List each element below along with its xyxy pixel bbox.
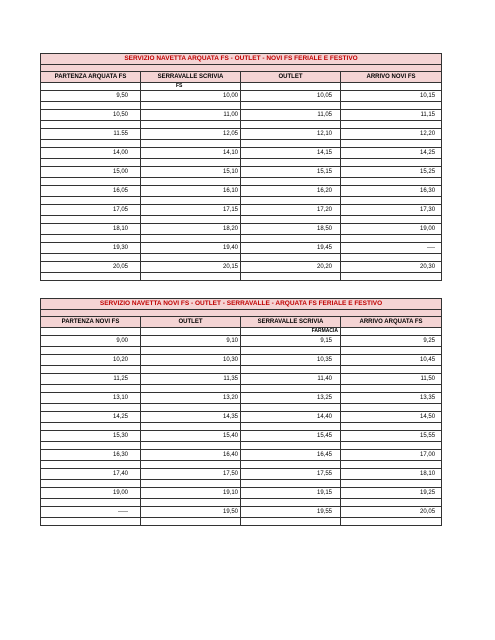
empty-cell: [341, 216, 442, 224]
time-cell: 14,15: [241, 148, 341, 159]
subnote-row: [41, 83, 442, 91]
time-cell: 17,05: [41, 205, 141, 216]
empty-cell: [141, 404, 241, 412]
time-cell: 19,45: [241, 243, 341, 254]
time-cell: 10,30: [141, 355, 241, 366]
empty-cell: [41, 83, 141, 91]
empty-cell: [241, 366, 341, 374]
empty-cell: [241, 423, 341, 431]
table-row: [41, 469, 442, 480]
table-row: [41, 355, 442, 366]
time-cell: 18,10: [41, 224, 141, 235]
empty-cell: [341, 385, 442, 393]
empty-cell: [41, 178, 141, 186]
empty-cell: [141, 423, 241, 431]
subnote-cell: FS: [141, 83, 241, 91]
empty-cell: [341, 461, 442, 469]
time-cell: 20,20: [241, 262, 341, 273]
time-cell: 9,25: [341, 336, 442, 347]
empty-cell: [341, 273, 442, 281]
gap-row: [41, 197, 442, 205]
time-cell: 14,10: [141, 148, 241, 159]
time-cell: 9,50: [41, 91, 141, 102]
gap-row: [41, 216, 442, 224]
gap-row: [41, 347, 442, 355]
empty-cell: [41, 121, 141, 129]
header-cell-stop-3: OUTLET: [241, 72, 341, 83]
empty-cell: [141, 178, 241, 186]
table-row: [41, 167, 442, 178]
gap-row: [41, 140, 442, 148]
table-row: [41, 262, 442, 273]
table-row: [41, 488, 442, 499]
time-cell: 14,35: [141, 412, 241, 423]
time-cell: 20,05: [41, 262, 141, 273]
time-cell: 10,05: [241, 91, 341, 102]
empty-cell: [241, 102, 341, 110]
header-cell-stop-2: SERRAVALLE SCRIVIA: [141, 72, 241, 83]
empty-cell: [141, 235, 241, 243]
empty-cell: [41, 216, 141, 224]
empty-cell: [141, 385, 241, 393]
empty-cell: [241, 121, 341, 129]
empty-cell: [41, 385, 141, 393]
empty-cell: [41, 366, 141, 374]
time-cell: 13,35: [341, 393, 442, 404]
time-cell: 16,40: [141, 450, 241, 461]
empty-cell: [241, 178, 341, 186]
empty-cell: [341, 121, 442, 129]
time-cell: 20,15: [141, 262, 241, 273]
empty-cell: [141, 328, 241, 336]
time-cell: 20,30: [341, 262, 442, 273]
empty-cell: [141, 461, 241, 469]
empty-cell: [141, 480, 241, 488]
empty-cell: [341, 197, 442, 205]
time-cell: 19,25: [341, 488, 442, 499]
table-row: [41, 412, 442, 423]
time-cell: 12,05: [141, 129, 241, 140]
time-cell: 19,30: [41, 243, 141, 254]
empty-cell: [341, 140, 442, 148]
gap-row: [41, 404, 442, 412]
gap-row: [41, 121, 442, 129]
time-cell: 15,55: [341, 431, 442, 442]
gap-row: [41, 159, 442, 167]
empty-cell: [241, 347, 341, 355]
time-cell: 11,50: [341, 374, 442, 385]
time-cell: 18,50: [241, 224, 341, 235]
gap-row: [41, 235, 442, 243]
table-title: SERVIZIO NAVETTA NOVI FS - OUTLET - SERRAVALLE - ARQUATA FS FERIALE E FESTIVO: [41, 299, 442, 310]
time-cell: 9,00: [41, 336, 141, 347]
time-cell: 18,10: [341, 469, 442, 480]
empty-cell: [341, 159, 442, 167]
table-row: [41, 205, 442, 216]
time-cell: 14,40: [241, 412, 341, 423]
empty-cell: [341, 178, 442, 186]
empty-cell: [241, 518, 341, 526]
time-cell: 16,20: [241, 186, 341, 197]
empty-cell: [341, 366, 442, 374]
time-cell: 15,45: [241, 431, 341, 442]
empty-cell: [41, 197, 141, 205]
time-cell: 10,45: [341, 355, 442, 366]
empty-cell: [241, 197, 341, 205]
time-cell: 11.55: [41, 129, 141, 140]
table-row: [41, 393, 442, 404]
spacer-row: [41, 310, 442, 317]
empty-cell: [41, 235, 141, 243]
time-cell: 12,20: [341, 129, 442, 140]
time-cell: 13,20: [141, 393, 241, 404]
header-cell-arrival: ARRIVO NOVI FS: [341, 72, 442, 83]
table-row: [41, 110, 442, 121]
time-cell: 19,10: [141, 488, 241, 499]
empty-cell: [241, 499, 341, 507]
time-cell: 11,00: [141, 110, 241, 121]
empty-cell: [241, 140, 341, 148]
empty-cell: [341, 423, 442, 431]
empty-cell: [241, 442, 341, 450]
header-cell-stop-2: OUTLET: [141, 317, 241, 328]
time-cell: ----: [341, 243, 442, 254]
time-cell: 15,30: [41, 431, 141, 442]
empty-cell: [241, 159, 341, 167]
table-row: [41, 336, 442, 347]
empty-cell: [141, 273, 241, 281]
time-cell: -----: [41, 507, 141, 518]
gap-row: [41, 366, 442, 374]
empty-cell: [41, 254, 141, 262]
empty-cell: [41, 518, 141, 526]
time-cell: 10,20: [41, 355, 141, 366]
time-cell: 14,50: [341, 412, 442, 423]
time-cell: 15,15: [241, 167, 341, 178]
time-cell: 14,00: [41, 148, 141, 159]
time-cell: 15,10: [141, 167, 241, 178]
empty-cell: [41, 347, 141, 355]
time-cell: 20,05: [341, 507, 442, 518]
subnote-row: [41, 328, 442, 336]
empty-cell: [141, 518, 241, 526]
header-cell-stop-3: SERRAVALLE SCRIVIA: [241, 317, 341, 328]
empty-cell: [41, 461, 141, 469]
time-cell: 13,10: [41, 393, 141, 404]
empty-cell: [41, 140, 141, 148]
table-row: [41, 224, 442, 235]
empty-cell: [41, 480, 141, 488]
table-row: [41, 431, 442, 442]
time-cell: 16,45: [241, 450, 341, 461]
empty-cell: [341, 518, 442, 526]
time-cell: 19,00: [341, 224, 442, 235]
empty-cell: [341, 102, 442, 110]
gap-row: [41, 518, 442, 526]
empty-cell: [141, 499, 241, 507]
time-cell: 11,35: [141, 374, 241, 385]
time-cell: 17,20: [241, 205, 341, 216]
table-title: SERVIZIO NAVETTA ARQUATA FS - OUTLET - NOVI FS FERIALE E FESTIVO: [41, 54, 442, 65]
time-cell: 11,40: [241, 374, 341, 385]
empty-cell: [241, 385, 341, 393]
time-cell: 11,05: [241, 110, 341, 121]
empty-cell: [41, 328, 141, 336]
empty-cell: [141, 140, 241, 148]
time-cell: 10,00: [141, 91, 241, 102]
table-row: [41, 91, 442, 102]
timetable-arquata-novi: [40, 53, 442, 281]
empty-cell: [41, 442, 141, 450]
gap-row: [41, 102, 442, 110]
table-row: [41, 450, 442, 461]
empty-cell: [341, 347, 442, 355]
time-cell: 16,30: [341, 186, 442, 197]
empty-cell: [341, 328, 442, 336]
empty-cell: [41, 423, 141, 431]
empty-cell: [41, 499, 141, 507]
time-cell: 10,15: [341, 91, 442, 102]
empty-cell: [41, 273, 141, 281]
time-cell: 17,55: [241, 469, 341, 480]
gap-row: [41, 423, 442, 431]
empty-cell: [341, 442, 442, 450]
empty-cell: [341, 83, 442, 91]
empty-cell: [41, 159, 141, 167]
time-cell: 17,40: [41, 469, 141, 480]
time-cell: 10,50: [41, 110, 141, 121]
time-cell: 12,10: [241, 129, 341, 140]
table-row: [41, 186, 442, 197]
time-cell: 19,40: [141, 243, 241, 254]
table-row: [41, 243, 442, 254]
time-cell: 16,30: [41, 450, 141, 461]
timetable-novi-arquata: [40, 298, 442, 526]
time-cell: 16,05: [41, 186, 141, 197]
empty-cell: [241, 216, 341, 224]
empty-cell: [241, 461, 341, 469]
empty-cell: [141, 254, 241, 262]
empty-cell: [141, 216, 241, 224]
time-cell: 17,00: [341, 450, 442, 461]
empty-cell: [141, 442, 241, 450]
table-row: [41, 148, 442, 159]
empty-cell: [341, 480, 442, 488]
time-cell: 17,50: [141, 469, 241, 480]
gap-row: [41, 461, 442, 469]
time-cell: 17,30: [341, 205, 442, 216]
empty-cell: [141, 366, 241, 374]
time-cell: 17,15: [141, 205, 241, 216]
time-cell: 9,10: [141, 336, 241, 347]
empty-cell: [241, 404, 341, 412]
empty-cell: [141, 347, 241, 355]
time-cell: 14,25: [41, 412, 141, 423]
empty-cell: [341, 254, 442, 262]
table-row: [41, 374, 442, 385]
header-cell-departure: PARTENZA ARQUATA FS: [41, 72, 141, 83]
empty-cell: [41, 102, 141, 110]
empty-cell: [241, 235, 341, 243]
gap-row: [41, 178, 442, 186]
empty-cell: [241, 83, 341, 91]
time-cell: 10,35: [241, 355, 341, 366]
time-cell: 14,25: [341, 148, 442, 159]
empty-cell: [241, 273, 341, 281]
time-cell: 9,15: [241, 336, 341, 347]
empty-cell: [341, 404, 442, 412]
empty-cell: [241, 254, 341, 262]
header-cell-departure: PARTENZA NOVI FS: [41, 317, 141, 328]
spacer-row: [41, 65, 442, 72]
empty-cell: [141, 159, 241, 167]
time-cell: 19,55: [241, 507, 341, 518]
gap-row: [41, 254, 442, 262]
time-cell: 18,20: [141, 224, 241, 235]
header-cell-arrival: ARRIVO ARQUATA FS: [341, 317, 442, 328]
gap-row: [41, 273, 442, 281]
time-cell: 19,50: [141, 507, 241, 518]
empty-cell: [141, 197, 241, 205]
time-cell: 13,25: [241, 393, 341, 404]
gap-row: [41, 442, 442, 450]
time-cell: 19,00: [41, 488, 141, 499]
time-cell: 11,15: [341, 110, 442, 121]
time-cell: 16,10: [141, 186, 241, 197]
gap-row: [41, 480, 442, 488]
subnote-cell: FARMACIA: [241, 328, 341, 336]
time-cell: 15,00: [41, 167, 141, 178]
empty-cell: [141, 102, 241, 110]
empty-cell: [341, 499, 442, 507]
empty-cell: [341, 235, 442, 243]
empty-cell: [241, 480, 341, 488]
time-cell: 19,15: [241, 488, 341, 499]
gap-row: [41, 385, 442, 393]
table-row: [41, 129, 442, 140]
time-cell: 15,25: [341, 167, 442, 178]
table-row: [41, 507, 442, 518]
time-cell: 11,25: [41, 374, 141, 385]
gap-row: [41, 499, 442, 507]
empty-cell: [141, 121, 241, 129]
time-cell: 15,40: [141, 431, 241, 442]
empty-cell: [41, 404, 141, 412]
